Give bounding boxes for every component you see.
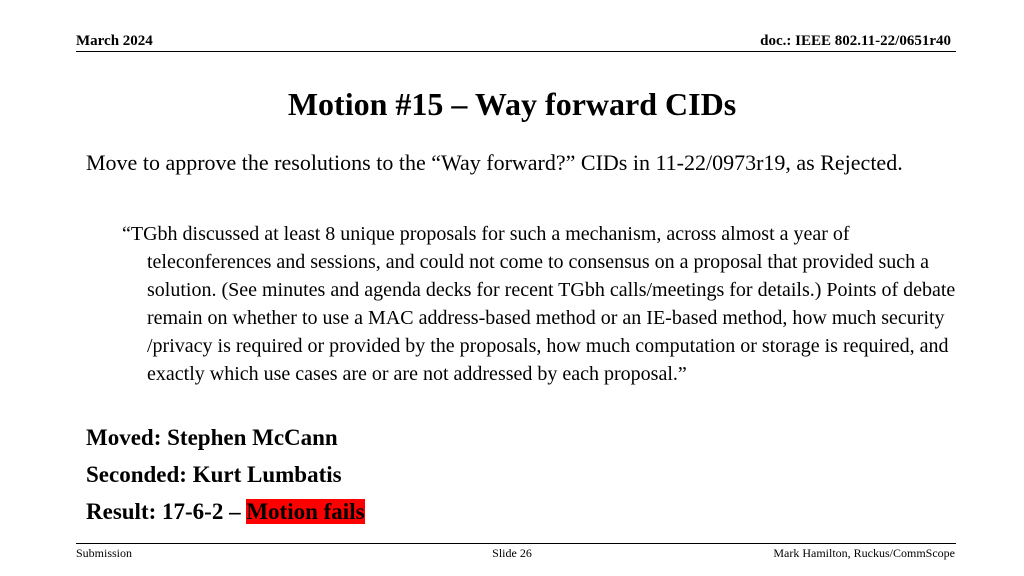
result-status-badge: Motion fails [246,499,365,524]
result-tally: Result: 17-6-2 – [86,499,247,524]
seconded-by: Seconded: Kurt Lumbatis [86,462,342,487]
footer-submission: Submission [76,546,133,560]
footer-divider [76,543,956,544]
result-line [86,497,365,527]
footer-author: Mark Hamilton, Ruckus/CommScope [773,546,955,560]
slide-title: Motion #15 – Way forward CIDs [287,86,737,122]
motion-text: Move to approve the resolutions to the “Way forward?” CIDs in 11-22/0973r19, as Rejected. [86,150,903,175]
header-date: March 2024 [76,33,153,49]
footer-slide-number: Slide 26 [492,546,532,560]
motion-quote: “TGbh discussed at least 8 unique proposals for such a mechanism, across almost a year of teleconferences and sessions, and could not come to consensus on a proposal that provided such a solution. (See minutes and agenda decks for recent TGbh calls/meetings for details.) Points of debate remain on whether to use a MAC address-based method or an IE-based method, how much security /privacy is required or provided by the proposals, how much computation or storage is required, and exactly which use cases are or are not addressed by each proposal.” [122,223,956,385]
header-doc-number: doc.: IEEE 802.11-22/0651r40 [760,33,951,49]
header-divider [76,51,956,52]
moved-by: Moved: Stephen McCann [86,425,338,450]
